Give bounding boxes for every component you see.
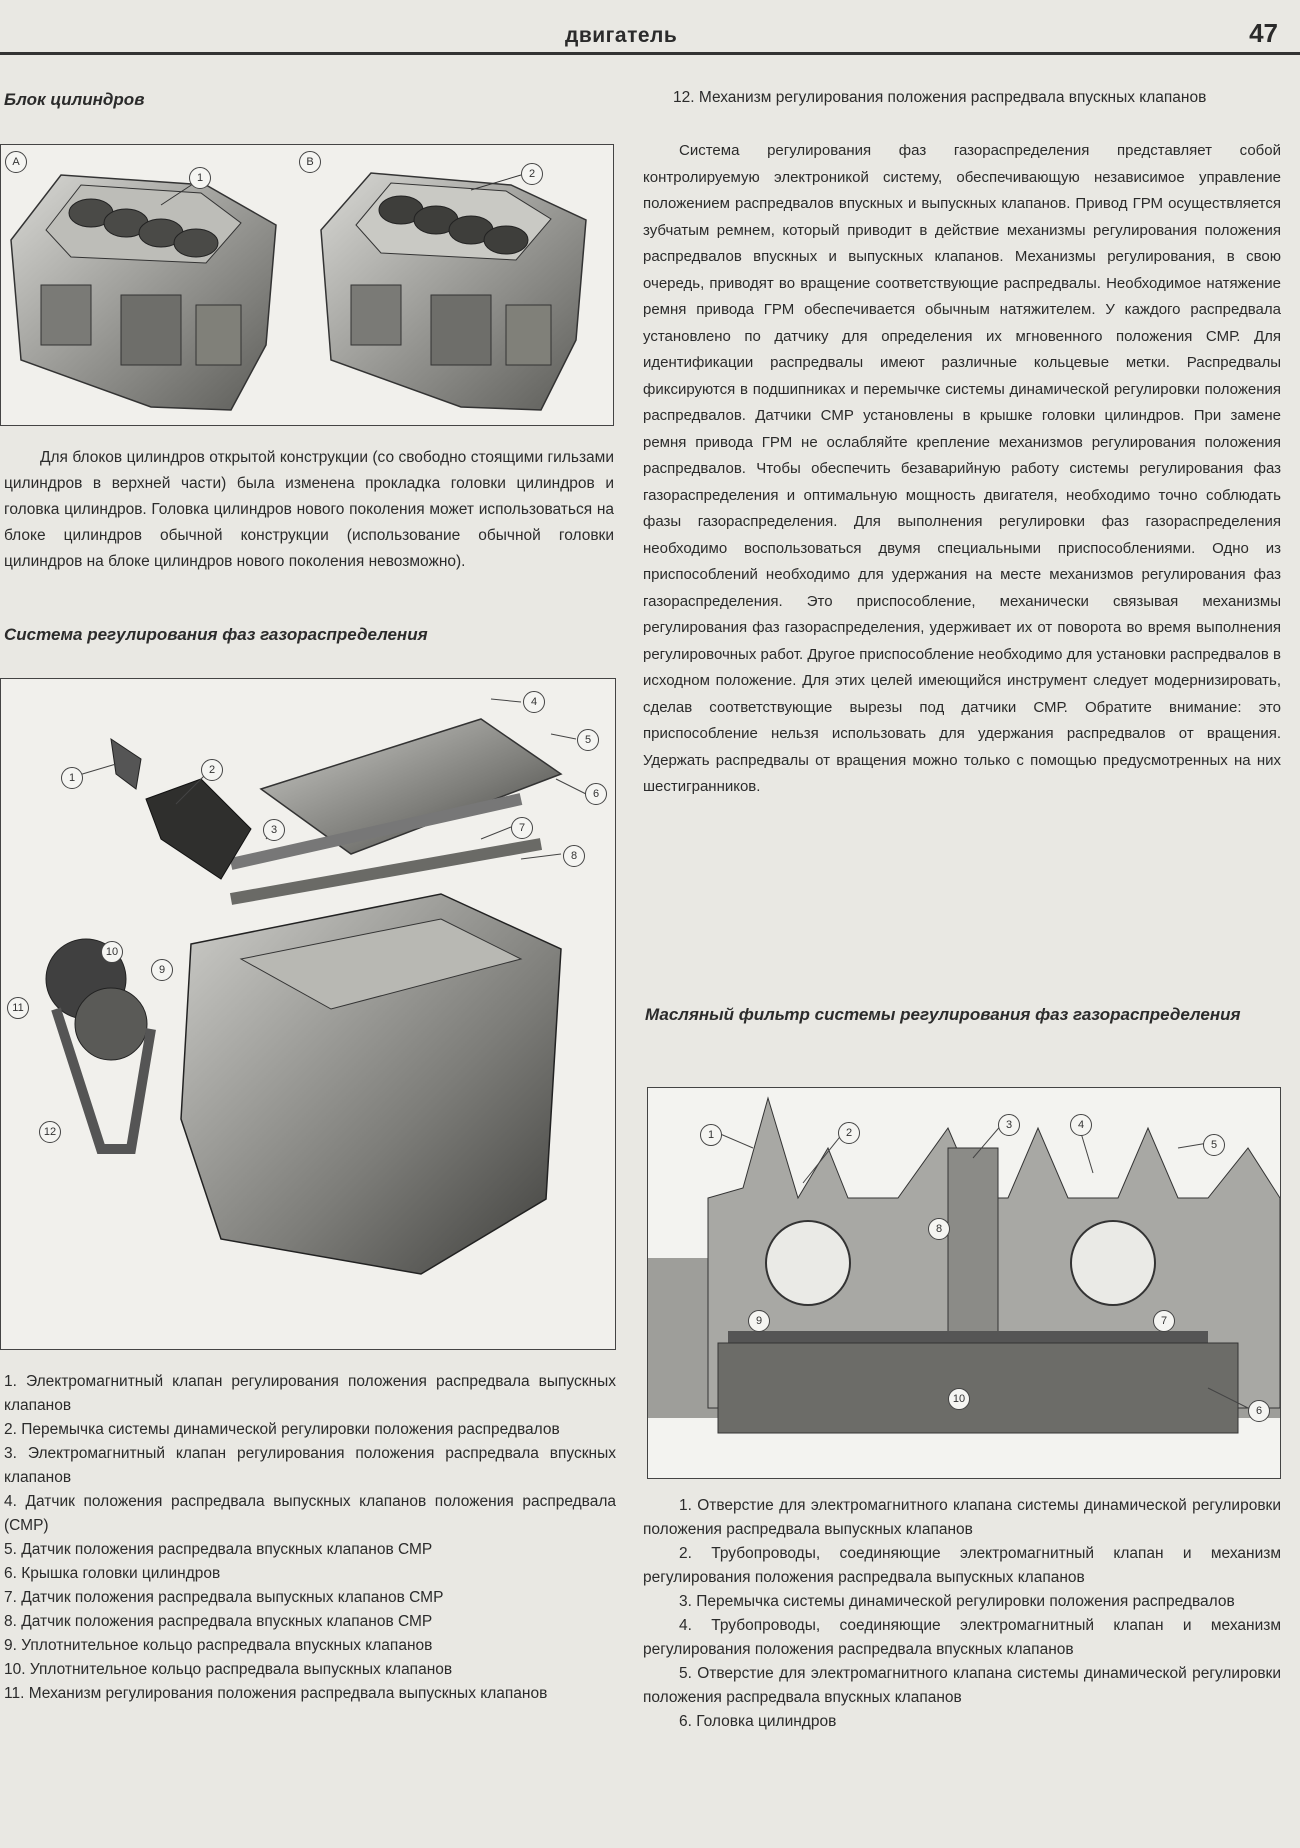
figure3-callout-6: 6 <box>1248 1400 1270 1422</box>
legend-item: 2. Перемычка системы динамической регулировки положения распредвалов <box>4 1421 560 1438</box>
figure1-callout-1: 1 <box>189 167 211 189</box>
legend-item: 4. Трубопроводы, соединяющие электромагнитный клапан и механизм регулирования положения распредвала впускных клапанов <box>643 1617 1281 1658</box>
figure3-callout-4: 4 <box>1070 1114 1092 1136</box>
legend-item: 8. Датчик положения распредвала впускных клапанов СМР <box>4 1613 433 1630</box>
figure1-callout-2: 2 <box>521 163 543 185</box>
header-rule <box>0 52 1300 55</box>
figure3-callout-7: 7 <box>1153 1310 1175 1332</box>
legend-item: 3. Перемычка системы динамической регулировки положения распредвалов <box>679 1593 1235 1610</box>
page-header <box>0 18 1300 58</box>
figure2-callout-10: 10 <box>101 941 123 963</box>
figure2-callout-8: 8 <box>563 845 585 867</box>
legend-item: 3. Электромагнитный клапан регулирования положения распредвала впускных клапанов <box>4 1445 616 1486</box>
figure2-callout-9: 9 <box>151 959 173 981</box>
engine-exploded-illustration <box>1 679 615 1349</box>
figure2-callout-5: 5 <box>577 729 599 751</box>
figure3-callout-1: 1 <box>700 1124 722 1146</box>
legend-item: 6. Головка цилиндров <box>679 1713 837 1730</box>
legend-item: 4. Датчик положения распредвала выпускных клапанов положения распредвала (СМР) <box>4 1493 616 1534</box>
figure3-callout-2: 2 <box>838 1122 860 1144</box>
figure-oil-filter <box>647 1087 1281 1479</box>
section-title-valve-timing: Система регулирования фаз газораспределения <box>4 625 428 644</box>
figure-cylinder-blocks <box>0 144 614 426</box>
figure2-callout-7: 7 <box>511 817 533 839</box>
section-title-oil-filter: Масляный фильтр системы регулирования фаз газораспределения <box>645 1005 1241 1024</box>
cylinder-head-section-illustration <box>648 1088 1280 1478</box>
figure1-label-a: A <box>5 151 27 173</box>
figure3-callout-8: 8 <box>928 1218 950 1240</box>
cylinder-block-paragraph: Для блоков цилиндров открытой конструкции (со свободно стоящими гильзами цилиндров в верхней части) была изменена прокладка головки цилиндров и головка цилиндров. Головка цилиндров нового поколения может использоваться на блоке цилиндров обычной конструкции (использование обычной головки цилиндров на блоке цилиндров нового поколения невозможно). <box>4 449 614 570</box>
figure2-callout-2: 2 <box>201 759 223 781</box>
section-title-cylinder-block: Блок цилиндров <box>4 90 145 109</box>
figure1-label-b: B <box>299 151 321 173</box>
figure2-legend <box>4 1370 616 1706</box>
figure2-callout-4: 4 <box>523 691 545 713</box>
figure3-callout-5: 5 <box>1203 1134 1225 1156</box>
legend-item: 10. Уплотнительное кольцо распредвала выпускных клапанов <box>4 1661 453 1678</box>
legend-item: 5. Отверстие для электромагнитного клапана системы динамической регулировки положения распредвала впускных клапанов <box>643 1665 1281 1706</box>
figure2-callout-11: 11 <box>7 997 29 1019</box>
legend-item: 11. Механизм регулирования положения распредвала выпускных клапанов <box>4 1685 548 1702</box>
chapter-title: двигатель <box>565 24 678 47</box>
figure2-callout-1: 1 <box>61 767 83 789</box>
legend-item: 9. Уплотнительное кольцо распредвала впускных клапанов <box>4 1637 433 1654</box>
legend-item: 6. Крышка головки цилиндров <box>4 1565 221 1582</box>
legend-item: 5. Датчик положения распредвала впускных клапанов СМР <box>4 1541 433 1558</box>
page-number: 47 <box>1249 18 1278 48</box>
figure3-callout-10: 10 <box>948 1388 970 1410</box>
legend-item: 7. Датчик положения распредвала выпускных клапанов СМР <box>4 1589 444 1606</box>
figure3-callout-9: 9 <box>748 1310 770 1332</box>
figure3-callout-3: 3 <box>998 1114 1020 1136</box>
cylinder-block-a-image <box>11 175 276 410</box>
figure2-callout-3: 3 <box>263 819 285 841</box>
legend-item-12: 12. Механизм регулирования положения распредвала впускных клапанов <box>673 89 1207 106</box>
figure-valve-timing-exploded <box>0 678 616 1350</box>
figure2-callout-6: 6 <box>585 783 607 805</box>
cylinder-block-b-image <box>321 173 586 410</box>
legend-item: 2. Трубопроводы, соединяющие электромагнитный клапан и механизм регулирования положения распредвала выпускных клапанов <box>643 1545 1281 1586</box>
camshaft-phaser-intake <box>75 988 147 1060</box>
figure3-legend <box>643 1494 1281 1734</box>
legend-item: 1. Отверстие для электромагнитного клапана системы динамической регулировки положения распредвала выпускных клапанов <box>643 1497 1281 1538</box>
cylinder-block-illustration <box>1 145 613 425</box>
valve-timing-paragraph: Система регулирования фаз газораспределения представляет собой контролируемую электроникой систему, обеспечивающую независимое управление положением распредвалов впускных и выпускных клапанов. Привод ГРМ осуществляется зубчатым ремнем, который приводит в действие механизмы регулирования положения распредвалов впускных и выпускных клапанов. Механизмы регулирования, в свою очередь, приводят во вращение соответствующие распредвалы. Необходимое натяжение ремня привода ГРМ обеспечивается обычным натяжителем. У каждого распредвала установлено по датчику для определения их мгновенного положения СМР. Для идентификации распредвалы имеют различные кольцевые метки. Распредвалы фиксируются в подшипниках и перемычке системы динамической регулировки положения распредвалов. Датчики СМР установлены в крышке головки цилиндров. При замене ремня привода ГРМ не ослабляйте крепление механизмов регулирования положения распредвалов. Чтобы обеспечить безаварийную работу системы регулирования фаз газораспределения и оптимальную мощность двигателя, необходимо точно соблюдать фазы газораспределения. Для выполнения регулировки фаз газораспределения необходимо воспользоваться двумя специальными приспособлениями. Одно из приспособлений необходимо для удержания на месте механизмов регулирования фаз газораспределения. Это приспособление, механически связывая механизмы регулирования фаз газораспределения, удерживает их от поворота во время выполнения регулировочных работ. Другое приспособление необходимо для установки распредвалов в исходном положение. Для этих целей имеющийся инструмент следует модернизировать, сделав соответствующие вырезы под датчики СМР. Обратите внимание: это приспособление нельзя использовать для удержания распредвалов от вращения. Удержать распредвалы от вращения можно только с помощью предусмотренных на них шестигранников. <box>643 142 1281 795</box>
figure2-callout-12: 12 <box>39 1121 61 1143</box>
legend-item: 1. Электромагнитный клапан регулирования положения распредвала выпускных клапанов <box>4 1373 616 1414</box>
